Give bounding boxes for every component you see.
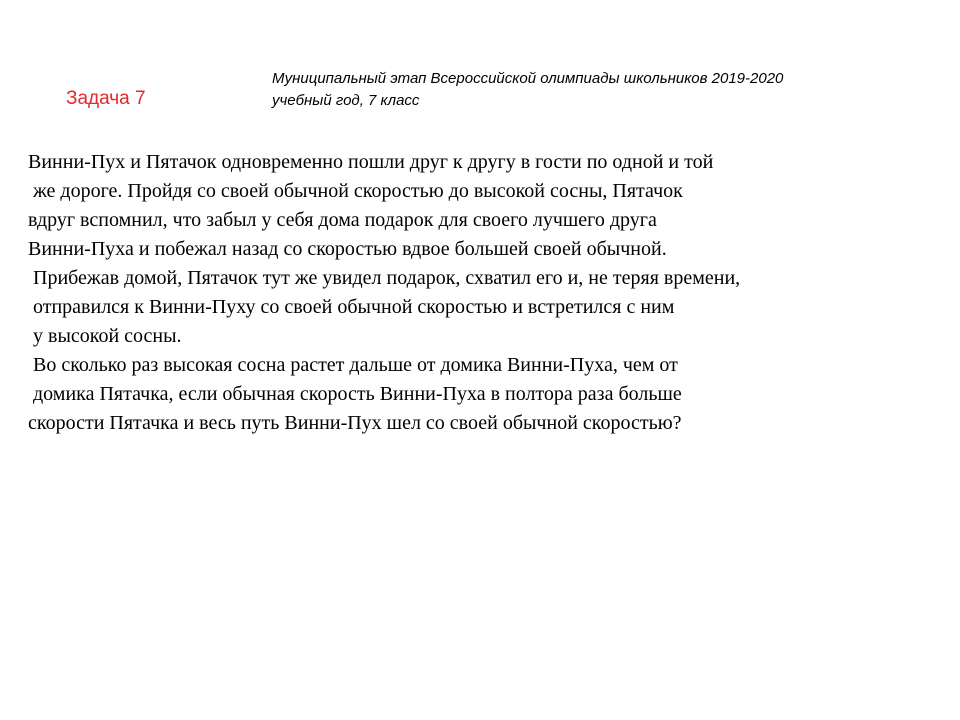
subtitle-line-1: Муниципальный этап Всероссийской олимпиады школьников 2019-2020 — [272, 70, 784, 87]
problem-line: Винни-Пуха и побежал назад со скоростью вдвое большей своей обычной. — [28, 238, 667, 260]
olympiad-subtitle — [272, 68, 912, 112]
problem-line: Во сколько раз высокая сосна растет дальше от домика Винни-Пуха, чем от — [28, 354, 678, 376]
problem-line: скорости Пятачка и весь путь Винни-Пух шел со своей обычной скоростью? — [28, 412, 682, 434]
problem-line: Винни-Пух и Пятачок одновременно пошли друг к другу в гости по одной и той — [28, 151, 714, 173]
problem-line: у высокой сосны. — [28, 325, 182, 347]
task-title: Задача 7 — [66, 88, 146, 109]
problem-line: Прибежав домой, Пятачок тут же увидел подарок, схватил его и, не теряя времени, — [28, 267, 741, 289]
problem-line: домика Пятачка, если обычная скорость Винни-Пуха в полтора раза больше — [28, 383, 682, 405]
problem-line: вдруг вспомнил, что забыл у себя дома подарок для своего лучшего друга — [28, 209, 657, 231]
problem-text — [28, 148, 953, 438]
subtitle-line-2: учебный год, 7 класс — [272, 92, 420, 109]
problem-line: отправился к Винни-Пуху со своей обычной скоростью и встретился с ним — [28, 296, 675, 318]
problem-line: же дороге. Пройдя со своей обычной скоростью до высокой сосны, Пятачок — [28, 180, 683, 202]
